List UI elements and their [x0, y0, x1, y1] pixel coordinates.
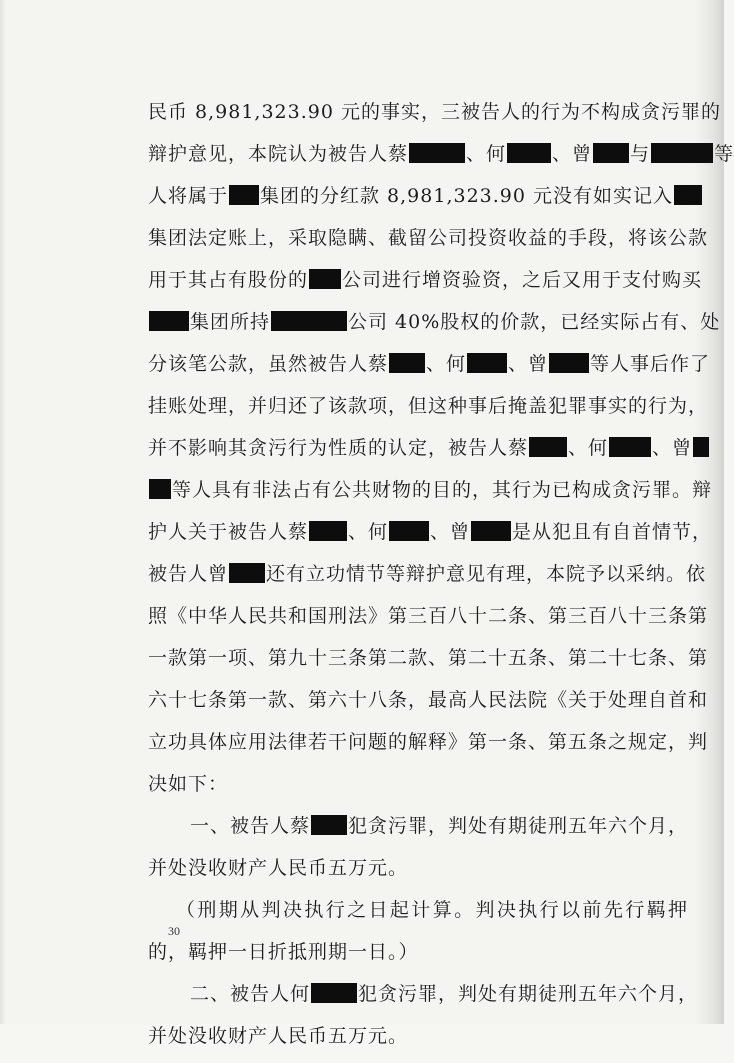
text-segment: 、曾: [430, 521, 471, 543]
redaction-bar: [389, 521, 429, 541]
text-line: [148, 307, 721, 349]
text-segment: 二、被告人何: [190, 983, 311, 1005]
text-segment: 一、被告人蔡: [190, 815, 311, 837]
redaction-bar: [609, 437, 651, 457]
text-line: [148, 433, 693, 475]
redaction-bar: [389, 353, 425, 373]
text-segment: 等人事后作了: [590, 353, 711, 375]
text-line: [148, 559, 707, 601]
text-segment: 一款第一项、第九十三条第二款、第二十五条、第二十七条、第: [148, 647, 709, 669]
text-segment: 是从犯且有自首情节，: [512, 521, 713, 543]
text-line: [148, 139, 734, 181]
text-line: [148, 643, 709, 685]
judgment-body-text: [148, 97, 734, 1063]
text-segment: 挂账处理，并归还了该款项，但这种事后掩盖犯罪事实的行为，: [148, 395, 709, 417]
text-line: [148, 685, 709, 727]
text-segment: 、何: [348, 521, 389, 543]
text-segment: 、何: [466, 143, 507, 165]
redaction-bar: [651, 143, 713, 163]
page-left-edge: [0, 0, 6, 1024]
text-segment: 、曾: [552, 143, 593, 165]
text-segment: 等人具有非法占有公共财物的目的，其行为已构成贪污罪。辩: [172, 479, 713, 501]
text-line: [148, 223, 709, 265]
text-segment: （刑期从判决执行之日起计算。判决执行以前先行羁押: [176, 899, 688, 921]
text-segment: 被告人曾: [148, 563, 229, 585]
redaction-bar: [149, 479, 171, 499]
redaction-bar: [674, 185, 702, 205]
text-segment: 犯贪污罪，判处有期徒刑五年六个月，: [358, 983, 699, 1005]
redaction-bar: [309, 269, 341, 289]
redaction-bar: [229, 185, 259, 205]
redaction-bar: [409, 143, 465, 163]
text-segment: 、何: [426, 353, 467, 375]
text-segment: 护人关于被告人蔡: [148, 521, 309, 543]
text-line: [148, 97, 721, 139]
text-segment: 并处没收财产人民币五万元。: [148, 857, 409, 879]
redaction-bar: [311, 815, 347, 835]
text-segment: 集团法定账上，采取隐瞒、截留公司投资收益的手段，将该公款: [148, 227, 709, 249]
text-line: [148, 475, 713, 517]
redaction-bar: [309, 521, 347, 541]
text-line: [148, 979, 699, 1021]
redaction-bar: [149, 311, 189, 331]
text-line: [148, 601, 709, 643]
text-segment: 的，羁押一日折抵刑期一日。）: [148, 941, 419, 963]
redaction-bar: [471, 521, 511, 541]
redaction-bar: [271, 311, 347, 331]
redaction-bar: [467, 353, 507, 373]
text-segment: 并处没收财产人民币五万元。: [148, 1025, 409, 1047]
text-line: [148, 727, 709, 769]
text-line: [148, 181, 688, 223]
text-segment: 、何: [568, 437, 609, 459]
redaction-bar: [229, 563, 265, 583]
text-segment: 集团所持: [190, 311, 271, 333]
text-segment: 集团的分红款 8,981,323.90 元没有如实记入: [260, 185, 674, 207]
text-segment: 犯贪污罪，判处有期徒刑五年六个月，: [348, 815, 689, 837]
text-segment: 并不影响其贪污行为性质的认定，被告人蔡: [148, 437, 529, 459]
text-segment: 六十七条第一款、第六十八条，最高人民法院《关于处理自首和: [148, 689, 709, 711]
text-segment: 、曾: [508, 353, 549, 375]
text-line: [148, 349, 711, 391]
text-segment: 分该笔公款，虽然被告人蔡: [148, 353, 389, 375]
text-segment: 公司 40%股权的价款，已经实际占有、处: [348, 311, 721, 333]
text-segment: 辩护意见，本院认为被告人蔡: [148, 143, 409, 165]
redaction-bar: [529, 437, 567, 457]
text-line: [148, 895, 688, 937]
text-segment: 公司进行增资验资，之后又用于支付购买: [342, 269, 703, 291]
text-line: [148, 1021, 688, 1063]
text-line: [148, 265, 703, 307]
text-line: [148, 517, 713, 559]
redaction-bar: [693, 437, 709, 457]
text-segment: 人将属于: [148, 185, 229, 207]
text-segment: 还有立功情节等辩护意见有理，本院予以采纳。依: [266, 563, 707, 585]
text-segment: 照《中华人民共和国刑法》第三百八十二条、第三百八十三条第: [148, 605, 709, 627]
text-line: [148, 811, 688, 853]
text-segment: 决如下：: [148, 773, 229, 795]
text-segment: 立功具体应用法律若干问题的解释》第一条、第五条之规定，判: [148, 731, 709, 753]
redaction-bar: [549, 353, 589, 373]
text-line: [148, 853, 688, 895]
redaction-bar: [507, 143, 551, 163]
text-line: [148, 769, 688, 811]
text-line: [148, 391, 709, 433]
text-segment: 民币 8,981,323.90 元的事实，三被告人的行为不构成贪污罪的: [148, 101, 721, 123]
page-number: 30: [168, 924, 180, 938]
text-segment: 与: [630, 143, 651, 165]
text-segment: 等: [714, 143, 734, 165]
text-segment: 、曾: [652, 437, 693, 459]
text-line: [148, 937, 688, 979]
text-segment: 用于其占有股份的: [148, 269, 309, 291]
redaction-bar: [311, 983, 357, 1003]
redaction-bar: [593, 143, 629, 163]
